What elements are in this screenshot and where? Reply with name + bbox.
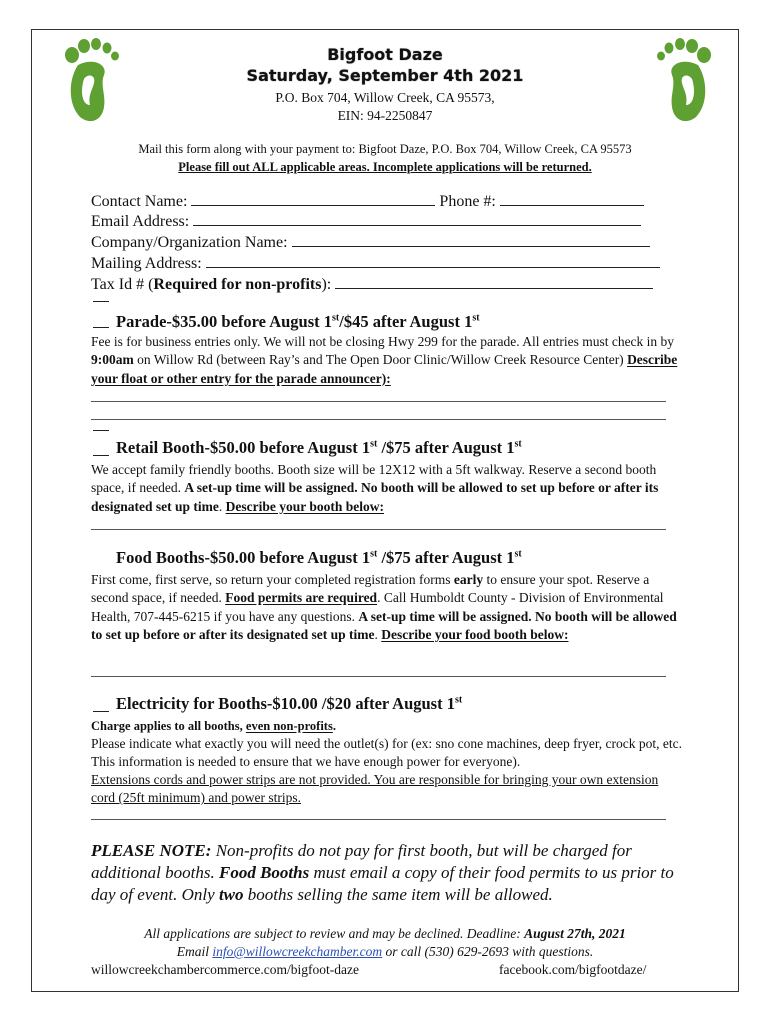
event-name: Bigfoot Daze	[327, 45, 443, 64]
please-note	[91, 840, 691, 906]
food-sup1: st	[370, 548, 378, 560]
parade-heading-b: /$45 after August 1	[339, 312, 473, 331]
address: P.O. Box 704, Willow Creek, CA 95573,	[275, 90, 495, 105]
parade-sup1: st	[332, 312, 340, 324]
parade-answer-line-1[interactable]	[91, 401, 666, 402]
retail-heading-a: Retail Booth-$50.00 before August 1	[116, 438, 371, 457]
food-permits: Food permits are required	[225, 590, 378, 606]
food-text-bold: A set-up time will be assigned. No booth will be allowed to set up before or after its designated set up time	[91, 608, 677, 642]
mailing-row	[91, 255, 660, 273]
food-answer-line[interactable]	[91, 676, 666, 677]
food-text-a: First come, first serve, so return your completed registration forms	[91, 572, 454, 587]
parade-checkbox-line[interactable]	[93, 327, 109, 328]
review-text: All applications are subject to review and may be declined. Deadline:	[144, 926, 525, 941]
parade-sup2: st	[472, 312, 480, 324]
parade-description	[91, 333, 683, 388]
retail-sup2: st	[514, 438, 522, 450]
parade-answer-line-2[interactable]	[91, 419, 666, 420]
review-notice	[0, 926, 770, 942]
note-lead: PLEASE NOTE:	[91, 841, 212, 860]
charge-b: even non-profits	[245, 719, 333, 733]
phone-label: Phone #:	[439, 193, 496, 210]
email-link[interactable]: info@willowcreekchamber.com	[212, 944, 383, 959]
retail-heading	[116, 438, 522, 458]
electricity-heading	[116, 694, 462, 714]
food-prompt: Describe your food booth below:	[381, 626, 569, 642]
email-line	[0, 944, 770, 960]
note-text-b: must email a copy of their food permits to us prior to day of event. Only	[91, 863, 674, 904]
retail-prompt: Describe your booth below:	[225, 498, 384, 514]
electricity-answer-line[interactable]	[91, 819, 666, 820]
parade-text-a: Fee is for business entries only. We will not be closing Hwy 299 for the parade. All entries must check in by	[91, 334, 675, 349]
retail-sup1: st	[370, 438, 378, 450]
retail-text-b: .	[218, 498, 226, 514]
food-description	[91, 571, 683, 644]
note-food-booths: Food Booths	[218, 863, 310, 882]
note-two: two	[218, 885, 244, 904]
taxid-label-c: ):	[321, 276, 332, 293]
company-field[interactable]	[292, 234, 650, 247]
contact-name-label: Contact Name:	[91, 193, 188, 210]
charge-c: .	[332, 719, 336, 733]
taxid-label-a: Tax Id # (	[91, 276, 154, 293]
taxid-row	[91, 276, 653, 294]
company-row	[91, 234, 650, 252]
food-text-c: . Call Humboldt County - Division of Environmental Health, 707-445-6215 if you have any questions.	[91, 590, 664, 624]
parade-heading	[116, 312, 480, 332]
fill-notice: Please fill out ALL applicable areas. Incomplete applications will be returned.	[178, 160, 592, 174]
website-link[interactable]: willowcreekchambercommerce.com/bigfoot-daze	[91, 962, 359, 977]
retail-text-bold: A set-up time will be assigned. No booth will be allowed to set up before or after its designated set up time	[91, 480, 659, 514]
food-early: early	[453, 572, 484, 587]
food-heading-a: Food Booths-$50.00 before August 1	[116, 548, 371, 567]
retail-checkbox-line[interactable]	[93, 455, 109, 456]
parade-time: 9:00am	[91, 352, 134, 368]
contact-name-field[interactable]	[191, 193, 435, 206]
retail-heading-b: /$75 after August 1	[377, 438, 515, 457]
food-text-b: to ensure your spot. Reserve a second space, if needed.	[91, 572, 650, 606]
company-label: Company/Organization Name:	[91, 234, 288, 251]
electricity-extensions: Extensions cords and power strips are not provided. You are responsible for bringing your own extension cord (25ft minimum) and power strips.	[91, 772, 659, 806]
retail-text-a: We accept family friendly booths. Booth size will be 12X12 with a 5ft walkway. Reserve a second booth space, if needed.	[91, 462, 657, 496]
food-text-d: .	[374, 626, 382, 642]
electricity-sup: st	[454, 694, 463, 706]
electricity-checkbox-line[interactable]	[93, 711, 109, 712]
charge-a: Charge applies to all booths,	[91, 719, 246, 733]
taxid-field[interactable]	[335, 276, 653, 289]
electricity-heading-a: Electricity for Booths-$10.00 /$20 after August 1	[116, 694, 455, 713]
email-row	[91, 213, 641, 231]
food-heading	[116, 548, 522, 568]
retail-answer-line[interactable]	[91, 529, 666, 530]
blank-dash	[93, 430, 109, 431]
deadline: August 27th, 2021	[524, 926, 626, 941]
contact-name-row	[91, 193, 644, 211]
ein: EIN: 94-2250847	[337, 108, 433, 123]
electricity-charge	[91, 717, 683, 735]
food-sup2: st	[514, 548, 522, 560]
retail-description	[91, 461, 683, 516]
parade-heading-a: Parade-$35.00 before August 1	[116, 312, 333, 331]
blank-dash	[93, 301, 109, 302]
facebook-link[interactable]: facebook.com/bigfootdaze/	[499, 962, 647, 977]
food-heading-b: /$75 after August 1	[377, 548, 515, 567]
note-text-a: Non-profits do not pay for first booth, but will be charged for additional booths.	[91, 841, 632, 882]
note-text-c: booths selling the same item will be allowed.	[243, 885, 553, 904]
parade-prompt: Describe your float or other entry for the parade announcer):	[91, 352, 678, 386]
mailing-label: Mailing Address:	[91, 255, 202, 272]
email-label: Email Address:	[91, 213, 190, 230]
electricity-text: Please indicate what exactly you will need the outlet(s) for (ex: sno cone machines, deep fryer, crock pot, etc. This information is needed to ensure that we have enough power for everyone).	[91, 736, 682, 770]
phone-field[interactable]	[500, 193, 644, 206]
mailing-field[interactable]	[206, 255, 660, 268]
taxid-required: Required for non-profits	[153, 276, 322, 293]
event-date: Saturday, September 4th 2021	[246, 66, 524, 85]
mail-instructions: Mail this form along with your payment to: Bigfoot Daze, P.O. Box 704, Willow Creek, CA 95573	[138, 142, 632, 156]
parade-text-b: on Willow Rd (between Ray’s and The Open Door Clinic/Willow Creek Resource Center)	[133, 352, 624, 368]
email-field[interactable]	[193, 213, 641, 226]
email-prefix: Email	[176, 944, 213, 959]
email-suffix: or call (530) 629-2693 with questions.	[382, 944, 594, 959]
